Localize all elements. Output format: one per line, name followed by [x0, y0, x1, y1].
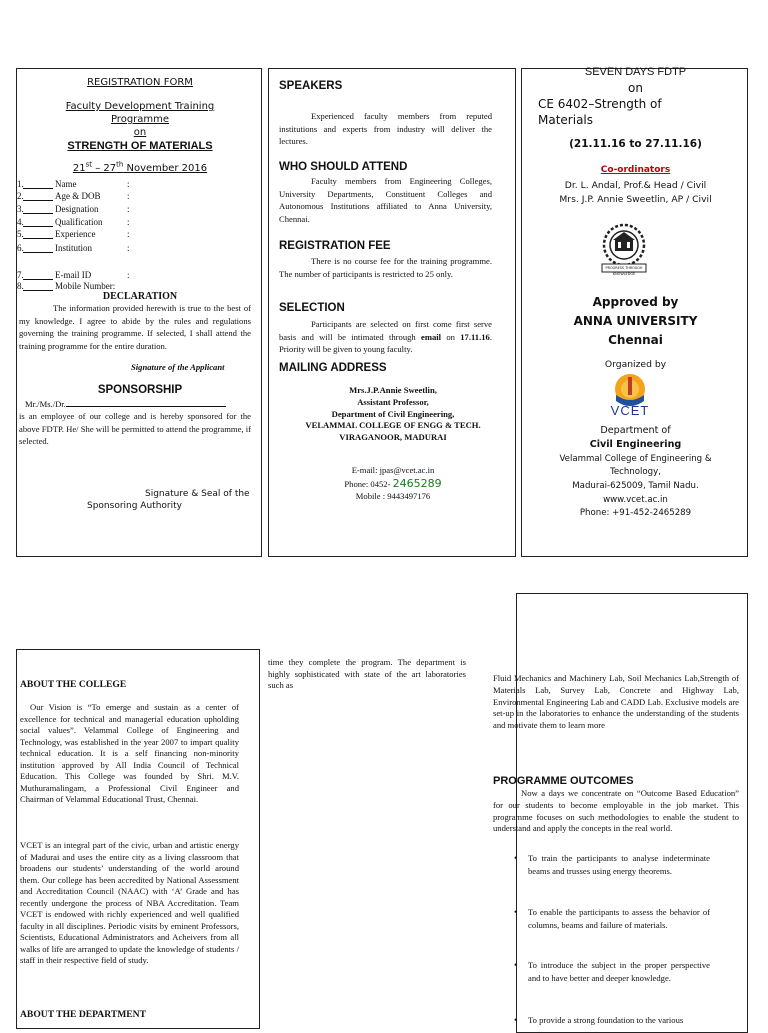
college-name-1: Velammal College of Engineering &	[559, 454, 712, 464]
who-text: Faculty members from Engineering Colleges, University Departments, Constituent Colleges and Autonomous Institutions affiliated to Anna University, Chennai.	[279, 176, 492, 224]
field-label: Age & DOB	[55, 191, 101, 201]
mailing-address: Mrs.J.P.Annie Sweetlin, Assistant Professor, Department of Civil Engineering, VELAMMAL COLLEGE OF ENGG & TECH. VIRAGANOOR, MADURAI	[305, 385, 481, 443]
department-continuation: time they complete the program. The department is highly sophisticated with state of the art laboratories such as	[268, 657, 466, 690]
sponsorship-heading: SPONSORSHIP	[97, 384, 183, 396]
organized-by: Organized by	[604, 359, 667, 370]
cover-dates: (21.11.16 to 27.11.16)	[569, 138, 702, 150]
seal-line2: Sponsoring Authority	[87, 501, 182, 511]
sponsor-name-line[interactable]: Mr./Ms./Dr.	[25, 398, 226, 409]
field-label: Mobile Number:	[55, 281, 116, 291]
college-seal-logo	[598, 223, 650, 279]
speakers-heading: SPEAKERS	[279, 80, 343, 92]
applicant-signature: Signature of the Applicant	[131, 362, 225, 372]
subject-title: STRENGTH OF MATERIALS	[67, 140, 213, 152]
field-number: 1.	[17, 179, 24, 189]
civil-engineering: Civil Engineering	[589, 439, 682, 450]
field-colon: :	[127, 179, 130, 189]
bullet-icon: •	[514, 907, 518, 917]
outcome-item: • To introduce the subject in the proper perspective and to have better and deeper knowledge.	[514, 960, 710, 983]
cover-panel	[521, 68, 748, 557]
sponsor-text: is an employee of our college and is hereby sponsored for the above FDTP. He/ She will be permitted to attend the programme, if selected.	[19, 411, 251, 446]
coordinator-2: Mrs. J.P. Annie Sweetlin, AP / Civil	[559, 194, 712, 205]
cover-title3: CE 6402–Strength of	[538, 97, 662, 111]
field-number: 4.	[17, 217, 24, 227]
field-underline	[23, 226, 53, 227]
seal-band-text: PROGRESS THROUGH KNOWLEDGE	[605, 266, 643, 276]
field-colon: :	[127, 229, 130, 239]
outcome-item: • To train the participants to analyse indeterminate beams and trusses using energy theorems.	[514, 853, 710, 876]
field-colon: :	[127, 217, 130, 227]
field-colon: :	[127, 243, 130, 253]
field-underline	[23, 213, 53, 214]
field-number: 2.	[17, 191, 24, 201]
coordinators-heading: Co-ordinators	[600, 165, 671, 175]
about-department-heading: ABOUT THE DEPARTMENT	[20, 1009, 147, 1020]
field-number: 3.	[17, 204, 24, 214]
field-label: Designation	[55, 204, 99, 214]
registration-panel	[16, 68, 262, 557]
who-heading: WHO SHOULD ATTEND	[279, 161, 408, 173]
about-college-heading: ABOUT THE COLLEGE	[20, 679, 127, 690]
on-text: on	[133, 127, 147, 138]
chennai: Chennai	[608, 333, 663, 347]
field-underline	[23, 238, 53, 239]
bullet-icon: •	[514, 853, 518, 863]
field-underline	[23, 252, 53, 253]
college-name-2: Technology,	[610, 467, 661, 477]
field-colon: :	[127, 204, 130, 214]
mailing-heading: MAILING ADDRESS	[279, 362, 387, 374]
email-line: E-mail: jpas@vcet.ac.in	[351, 465, 435, 475]
details-panel	[268, 68, 516, 557]
mobile-line: Mobile : 9443497176	[355, 491, 431, 501]
declaration-text: The information provided herewith is true to the best of my knowledge. I agree to abide by the rules and regulations governing the training programme. If selected, I shall attend the training programme for the entire duration.	[19, 303, 251, 351]
field-number: 6.	[17, 243, 24, 253]
selection-heading: SELECTION	[279, 302, 345, 314]
field-underline	[23, 279, 53, 280]
anna-university: ANNA UNIVERSITY	[573, 314, 698, 328]
declaration-heading: DECLARATION	[102, 291, 178, 302]
outcome-item: • To enable the participants to assess the behavior of columns, beams and failure of materials.	[514, 907, 710, 930]
field-underline	[23, 188, 53, 189]
field-label: Institution	[55, 243, 93, 253]
vcet-text: VCET is an integral part of the civic, urban and artistic energy of Madurai and uses the entire city as a living classroom that broadens our students’ understanding of the world around them. Our college has been accredited by National Assessment and Accreditation Council (NAAC) with ‘A’ Grade and has recently undergone the process of NBA Accreditation. Team VCET is endowed with richly experienced and well qualified faculty in all disciplines. Periodic visits by eminent Professors, Scientists, Educational Administrators and Acheivers from all walks of life are arranged to update the knowledge of students / staff in their respective field of study.	[20, 840, 239, 965]
cover-title2: on	[628, 81, 643, 95]
programme-outcomes-heading: PROGRAMME OUTCOMES	[493, 775, 634, 787]
coordinator-1: Dr. L. Andal, Prof.& Head / Civil	[564, 180, 707, 191]
outcome-item: • To provide a strong foundation to the various	[514, 1015, 684, 1025]
cover-title4: Materials	[538, 113, 594, 127]
vision-text: Our Vision is “To emerge and sustain as a center of excellence for technical and managerial education upholding social values”. Velammal College of Engineering and Technology, was established in the year 2007 to impart quality technical education. It is a self financing non-minority institution approved by All India Council of Technical Education. This College was founded by Shri. M.V. Muthuramalingam, a Professional Civil Engineer and Chairman of Velammal Educational Trust, Chennai.	[20, 702, 239, 804]
field-underline	[23, 200, 53, 201]
phone-line: Phone: 0452- 2465289	[344, 477, 442, 490]
speakers-text: Experienced faculty members from reputed institutions and experts from industry will deliver the lectures.	[279, 111, 492, 146]
field-label: Experience	[55, 229, 96, 239]
vcet-logo-text: VCET	[610, 403, 650, 418]
vcet-logo	[602, 371, 658, 423]
selection-text: Participants are selected on first come first serve basis and will be intimated through email on 17.11.16. Priority will be given to young faculty.	[279, 319, 492, 354]
college-phone: Phone: +91-452-2465289	[579, 508, 692, 518]
college-website[interactable]: www.vcet.ac.in	[603, 495, 668, 505]
field-label: Qualification	[55, 217, 103, 227]
fee-text: There is no course fee for the training programme. The number of participants is restricted to 25 only.	[279, 256, 492, 279]
registration-form-title: REGISTRATION FORM	[87, 77, 193, 88]
field-colon: :	[127, 270, 130, 280]
field-colon: :	[127, 191, 130, 201]
fdtp-line1: Faculty Development Training	[65, 101, 215, 112]
outcomes-text: Now a days we concentrate on “Outcome Based Education” for our students to become employable in the job market. This programme focuses on such methodologies to enable the student to understand and apply the concepts in the real world.	[493, 788, 739, 834]
fee-heading: REGISTRATION FEE	[279, 240, 391, 252]
field-label: Name	[55, 179, 77, 189]
approved-by: Approved by	[592, 295, 679, 309]
cover-title1: SEVEN DAYS FDTP	[584, 66, 687, 78]
field-label: E-mail ID	[55, 270, 92, 280]
seal-line1: Signature & Seal of the	[145, 489, 250, 499]
department-of: Department of	[600, 425, 671, 436]
field-number: 7.	[17, 270, 24, 280]
field-number: 5.	[17, 229, 24, 239]
programme-dates: 21st – 27th November 2016	[72, 161, 208, 175]
bullet-icon: •	[514, 960, 518, 970]
about-college-panel	[16, 649, 260, 1029]
bullet-icon: •	[514, 1015, 518, 1025]
fdtp-line2: Programme	[110, 114, 170, 125]
field-number: 8.	[17, 281, 24, 291]
college-address: Madurai-625009, Tamil Nadu.	[572, 481, 699, 491]
labs-text: Fluid Mechanics and Machinery Lab, Soil Mechanics Lab,Strength of Materials Lab, Survey Lab, Concrete and Highway Lab, Environmental Engineering Lab and CADD Lab. Exclusive models are set-up in the laboratories to enhance the understanding of the students and motivate them to learn more	[493, 673, 739, 731]
